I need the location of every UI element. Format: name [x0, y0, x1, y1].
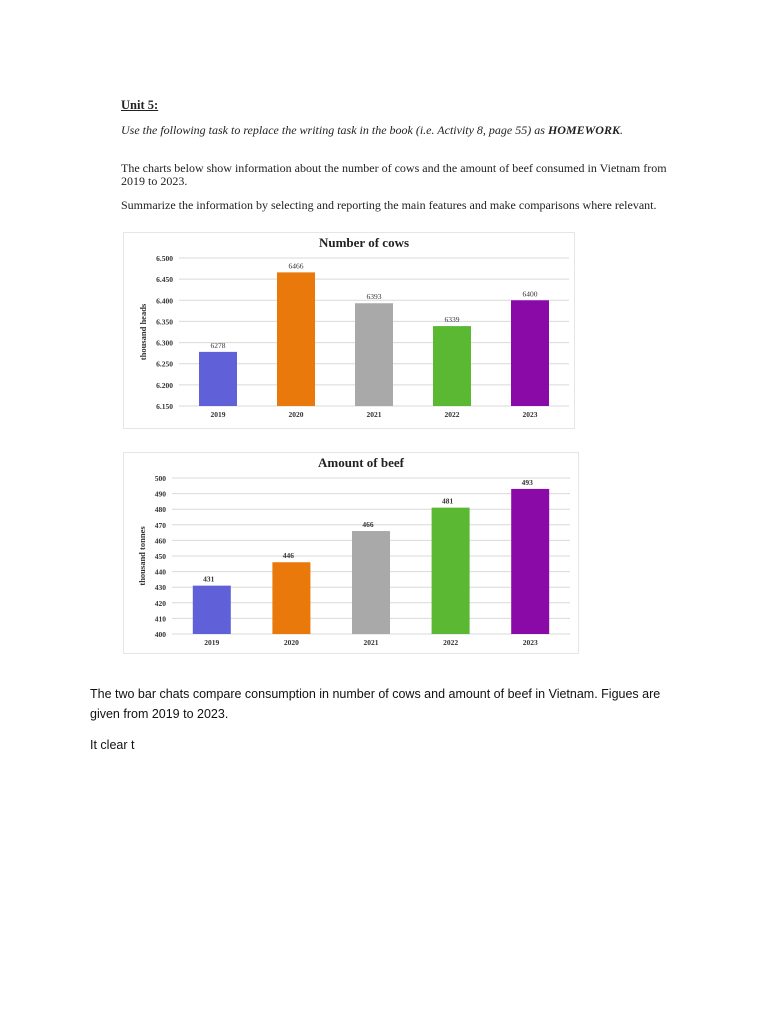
beef-ytick-label: 500	[154, 474, 166, 483]
beef-bar-2019	[193, 586, 231, 634]
beef-category-label: 2023	[522, 638, 538, 647]
cows-chart-svg	[124, 233, 574, 428]
beef-value-label: 481	[441, 496, 454, 506]
cows-ytick-label: 6.150	[156, 402, 173, 411]
cows-ytick-label: 6.200	[156, 380, 173, 390]
cows-bar-2023	[511, 300, 549, 406]
beef-ytick-label: 440	[154, 567, 166, 577]
beef-ytick-label: 470	[154, 520, 166, 530]
cows-category-label: 2019	[210, 410, 226, 419]
cows-ytick-label: 6.350	[156, 317, 173, 327]
cows-ylabel: thousand heads	[138, 303, 148, 361]
cows-ytick-label: 6.500	[156, 254, 173, 263]
cows-category-label: 2023	[522, 410, 538, 419]
cows-chart-title: Number of cows	[318, 235, 410, 250]
beef-value-label: 431	[203, 574, 215, 584]
cows-ytick-label: 6.450	[156, 275, 173, 285]
beef-category-label: 2022	[443, 638, 459, 647]
cows-value-label: 6339	[444, 315, 460, 325]
beef-chart-svg	[124, 453, 578, 653]
beef-value-label: 493	[521, 477, 533, 487]
instruction-bold: HOMEWORK	[547, 123, 620, 137]
answer-paragraph-1[interactable]: The two bar chats compare consumption in number of cows and amount of beef in Vietnam. Figues are given from 2019 to 2023.	[90, 687, 661, 721]
beef-ytick-label: 450	[154, 552, 166, 561]
cows-value-label: 6393	[366, 292, 382, 302]
beef-value-label: 466	[362, 520, 374, 530]
beef-ytick-label: 460	[154, 536, 166, 546]
beef-category-label: 2020	[283, 638, 299, 647]
beef-ytick-label: 490	[154, 489, 166, 499]
chart-number-of-cows	[123, 232, 575, 429]
cows-bar-2019	[199, 352, 237, 406]
beef-ytick-label: 410	[154, 614, 166, 624]
beef-bar-2022	[432, 508, 470, 634]
cows-bar-2021	[355, 303, 393, 406]
beef-ylabel: thousand tonnes	[137, 526, 147, 586]
cows-value-label: 6400	[522, 289, 538, 299]
cows-ytick-label: 6.300	[156, 338, 173, 348]
beef-bar-2021	[352, 531, 390, 634]
cows-category-label: 2021	[366, 410, 382, 419]
unit-title: Unit 5:	[121, 98, 159, 112]
instruction-text: Use the following task to replace the writing task in the book (i.e. Activity 8, page 55) as	[121, 123, 545, 137]
task-summary: Summarize the information by selecting and reporting the main features and make comparisons where relevant.	[121, 198, 657, 212]
cows-bar-2022	[433, 326, 471, 406]
cows-ytick-label: 6.250	[156, 359, 173, 369]
chart-amount-of-beef	[123, 452, 579, 654]
homework-instruction	[121, 124, 681, 137]
beef-bar-2023	[511, 489, 549, 634]
task-description: The charts below show information about the number of cows and the amount of beef consumed in Vietnam from 2019 to 2023.	[121, 161, 667, 188]
beef-ytick-label: 430	[154, 583, 166, 593]
beef-ytick-label: 480	[154, 505, 166, 515]
beef-category-label: 2021	[363, 638, 379, 647]
instruction-end: .	[619, 123, 623, 137]
cows-value-label: 6278	[210, 340, 226, 350]
cows-ytick-label: 6.400	[156, 296, 173, 306]
beef-value-label: 446	[282, 551, 295, 561]
cows-category-label: 2022	[444, 410, 460, 419]
beef-chart-title: Amount of beef	[318, 455, 404, 470]
beef-ytick-label: 420	[154, 598, 166, 608]
beef-category-label: 2019	[204, 638, 220, 647]
cows-value-label: 6466	[288, 261, 304, 271]
beef-bar-2020	[272, 562, 310, 634]
answer-paragraph-2[interactable]: It clear t	[90, 738, 135, 752]
cows-bar-2020	[277, 272, 315, 406]
cows-category-label: 2020	[288, 410, 304, 419]
beef-ytick-label: 400	[154, 630, 166, 639]
